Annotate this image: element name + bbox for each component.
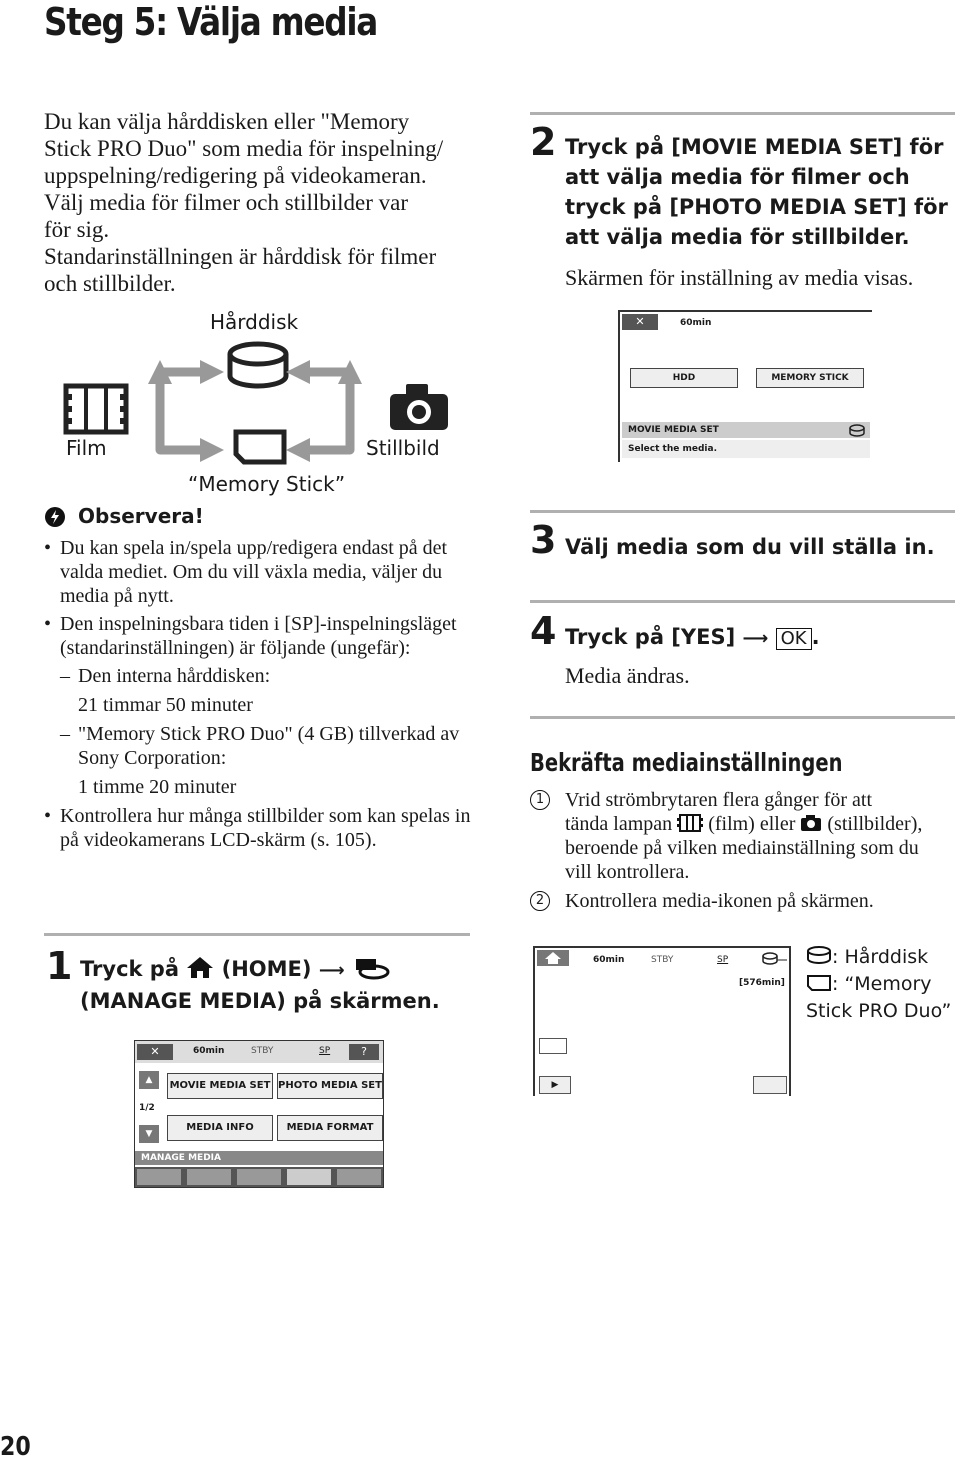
photo-media-set-button[interactable]: PHOTO MEDIA SET	[277, 1073, 383, 1099]
divider	[530, 600, 955, 603]
manage-media-category-icon[interactable]	[287, 1169, 331, 1185]
home-button[interactable]	[537, 950, 569, 966]
step-number: 4	[530, 609, 557, 653]
note-dash-text: Den interna hårddisken:	[78, 665, 271, 687]
stby-indicator: STBY	[651, 955, 674, 965]
camera-category-icon[interactable]	[137, 1169, 181, 1185]
home-icon	[537, 950, 569, 966]
step4-text: Media ändras.	[565, 663, 690, 688]
confirm-item-1: 1 Vrid strömbrytaren flera gånger för att tända lampan (film) eller (stillbilder), beroende på vilken mediainställning som du vill kontrollera.	[530, 788, 955, 884]
intro-line: Du kan välja hårddisken eller "Memory	[44, 109, 410, 134]
legend-text: : “Memory	[832, 973, 932, 995]
media-info-button[interactable]: MEDIA INFO	[167, 1115, 273, 1141]
note-dash-text: "Memory Stick PRO Duo" (4 GB) tillverkad av Sony Corporation:	[78, 723, 460, 769]
step-number: 3	[530, 518, 557, 562]
step-number: 1	[46, 944, 73, 988]
menu-footer: MANAGE MEDIA	[135, 1151, 383, 1165]
intro-line: Stick PRO Duo" som media för inspelning/	[44, 136, 444, 161]
memory-stick-icon	[236, 432, 284, 462]
divider	[44, 933, 470, 936]
media-diagram	[50, 300, 470, 500]
page-title: Steg 5: Välja media	[44, 0, 378, 44]
media-icon-legend	[806, 944, 956, 1025]
step3-heading: Välj media som du vill ställa in.	[565, 535, 935, 559]
confirm-text: vill kontrollera.	[565, 861, 690, 883]
step1-text: (MANAGE MEDIA) på skärmen.	[80, 989, 440, 1013]
time-remaining: 60min	[680, 318, 712, 328]
harddisk-icon	[761, 952, 787, 966]
step2-text: Skärmen för inställning av media visas.	[565, 265, 914, 290]
note-bullet-text: Den inspelningsbara tiden i [SP]-inspelningsläget (standarinställningen) är följande (ungefär):	[60, 613, 457, 659]
legend-ms	[806, 971, 956, 998]
sp-indicator: SP	[319, 1046, 331, 1056]
note-bullet-text: Du kan spela in/spela upp/redigera endast på det valda mediet. Om du vill växla media, väljer du media på nytt.	[60, 537, 448, 607]
help-button[interactable]: ?	[349, 1044, 379, 1060]
step1-text: Tryck på	[80, 957, 179, 981]
step4-heading: Tryck på [YES] ⟶ OK .	[565, 625, 820, 649]
recording-time-remaining: [576min]	[739, 978, 785, 988]
legend-hdd	[806, 944, 956, 971]
stillbild-label: Stillbild	[366, 436, 440, 460]
confirm-text: (stillbilder),	[827, 813, 923, 835]
page-number: 20	[0, 1432, 31, 1462]
note-bullet: • Du kan spela in/spela upp/redigera endast på det valda mediet. Om du vill växla media, väljer du media på nytt.	[44, 537, 448, 607]
time-remaining: 60min	[193, 1046, 225, 1056]
diagram-graphics	[50, 300, 470, 500]
confirm-line	[565, 812, 955, 836]
page-indicator: 1/2	[139, 1103, 155, 1113]
confirm-text: Kontrollera media-ikonen på skärmen.	[565, 890, 874, 912]
note-bullet-text: Kontrollera hur många stillbilder som kan spelas in på videokamerans LCD-skärm (s. 105).	[60, 805, 471, 851]
lcd-screen-manage-media	[134, 1040, 384, 1188]
sp-indicator: SP	[717, 955, 729, 965]
intro-line: Välj media för filmer och stillbilder var	[44, 190, 409, 215]
step2-heading: Tryck på [MOVIE MEDIA SET] för att välja media för filmer och tryck på [PHOTO MEDIA SET] för att välja media för stillbilder.	[565, 135, 948, 249]
movie-media-set-bar: MOVIE MEDIA SET	[622, 422, 870, 438]
playback-category-icon[interactable]	[187, 1169, 231, 1185]
legend-text: Stick PRO Duo”	[806, 1000, 952, 1022]
face-detection-icon	[539, 1038, 567, 1054]
note-dash: – "Memory Stick PRO Duo" (4 GB) tillverkad av Sony Corporation:	[60, 723, 460, 769]
stby-indicator: STBY	[251, 1046, 274, 1056]
intro-line: Standarinställningen är hårddisk för filmer	[44, 244, 437, 269]
film-icon	[64, 386, 128, 432]
film-label: Film	[66, 436, 107, 460]
lcd-screen-standby	[533, 946, 791, 1096]
step1-heading: Tryck på (HOME) ⟶ (MANAGE MEDIA) på skärmen.	[80, 957, 440, 1013]
close-button[interactable]: ✕	[137, 1044, 173, 1060]
note-dash: – Den interna hårddisken:	[60, 665, 271, 687]
intro-line: för sig.	[44, 217, 110, 242]
memory-stick-button[interactable]: MEMORY STICK	[756, 368, 864, 388]
hdd-button[interactable]: HDD	[630, 368, 738, 388]
confirm-heading: Bekräfta mediainställningen	[530, 748, 843, 777]
harddisk-label: Hårddisk	[210, 310, 299, 334]
memory-stick-icon	[806, 974, 832, 992]
step1-text: (HOME)	[221, 957, 312, 981]
film-icon	[677, 813, 703, 833]
close-button[interactable]: ✕	[622, 314, 658, 330]
harddisk-icon	[848, 424, 866, 438]
harddisk-icon	[230, 344, 286, 386]
option-button[interactable]	[753, 1076, 787, 1094]
note-heading: Observera!	[78, 504, 204, 528]
movie-media-set-button[interactable]: MOVIE MEDIA SET	[167, 1073, 273, 1099]
note-bullet: • Kontrollera hur många stillbilder som kan spelas in på videokamerans LCD-skärm (s. 105).	[44, 805, 471, 851]
confirm-text: tända lampan	[565, 813, 673, 835]
intro-line: uppspelning/redigering på videokameran.	[44, 163, 427, 188]
camera-icon	[800, 813, 822, 833]
edit-category-icon[interactable]	[237, 1169, 281, 1185]
scroll-up-button[interactable]: ▲	[139, 1071, 159, 1089]
legend-text: : Hårddisk	[832, 946, 929, 968]
manage-media-icon	[352, 956, 392, 980]
media-format-button[interactable]: MEDIA FORMAT	[277, 1115, 383, 1141]
confirm-text: Vrid strömbrytaren flera gånger för att	[565, 789, 873, 811]
divider	[530, 510, 955, 513]
settings-category-icon[interactable]	[337, 1169, 381, 1185]
time-remaining: 60min	[593, 955, 625, 965]
divider	[530, 112, 955, 115]
camera-icon	[390, 384, 448, 430]
note-bullet: • Den inspelningsbara tiden i [SP]-inspelningsläget (standarinställningen) är följande (ungefär):	[44, 613, 457, 659]
harddisk-icon	[806, 945, 832, 965]
intro-line: och stillbilder.	[44, 271, 176, 296]
note-dash-value: 1 timme 20 minuter	[78, 776, 237, 798]
memory-stick-label: “Memory Stick”	[188, 472, 346, 496]
note-section	[44, 504, 474, 852]
play-button[interactable]: ▶	[539, 1076, 571, 1094]
ok-button-icon: OK	[776, 628, 812, 650]
home-icon	[186, 955, 214, 979]
confirm-text: (film) eller	[708, 813, 796, 835]
warning-icon	[44, 506, 66, 528]
intro-paragraph	[44, 108, 484, 297]
confirm-list	[530, 788, 955, 913]
lcd-screen-media-set	[618, 310, 872, 462]
confirm-item-2: 2 Kontrollera media-ikonen på skärmen.	[530, 889, 955, 913]
confirm-text: beroende på vilken mediainställning som du	[565, 837, 919, 859]
note-dash-value: 21 timmar 50 minuter	[78, 694, 253, 716]
scroll-down-button[interactable]: ▼	[139, 1125, 159, 1143]
select-media-bar: Select the media.	[622, 440, 870, 458]
step4-text: Tryck på [YES]	[565, 625, 736, 649]
step-number: 2	[530, 120, 557, 164]
divider	[530, 716, 955, 719]
